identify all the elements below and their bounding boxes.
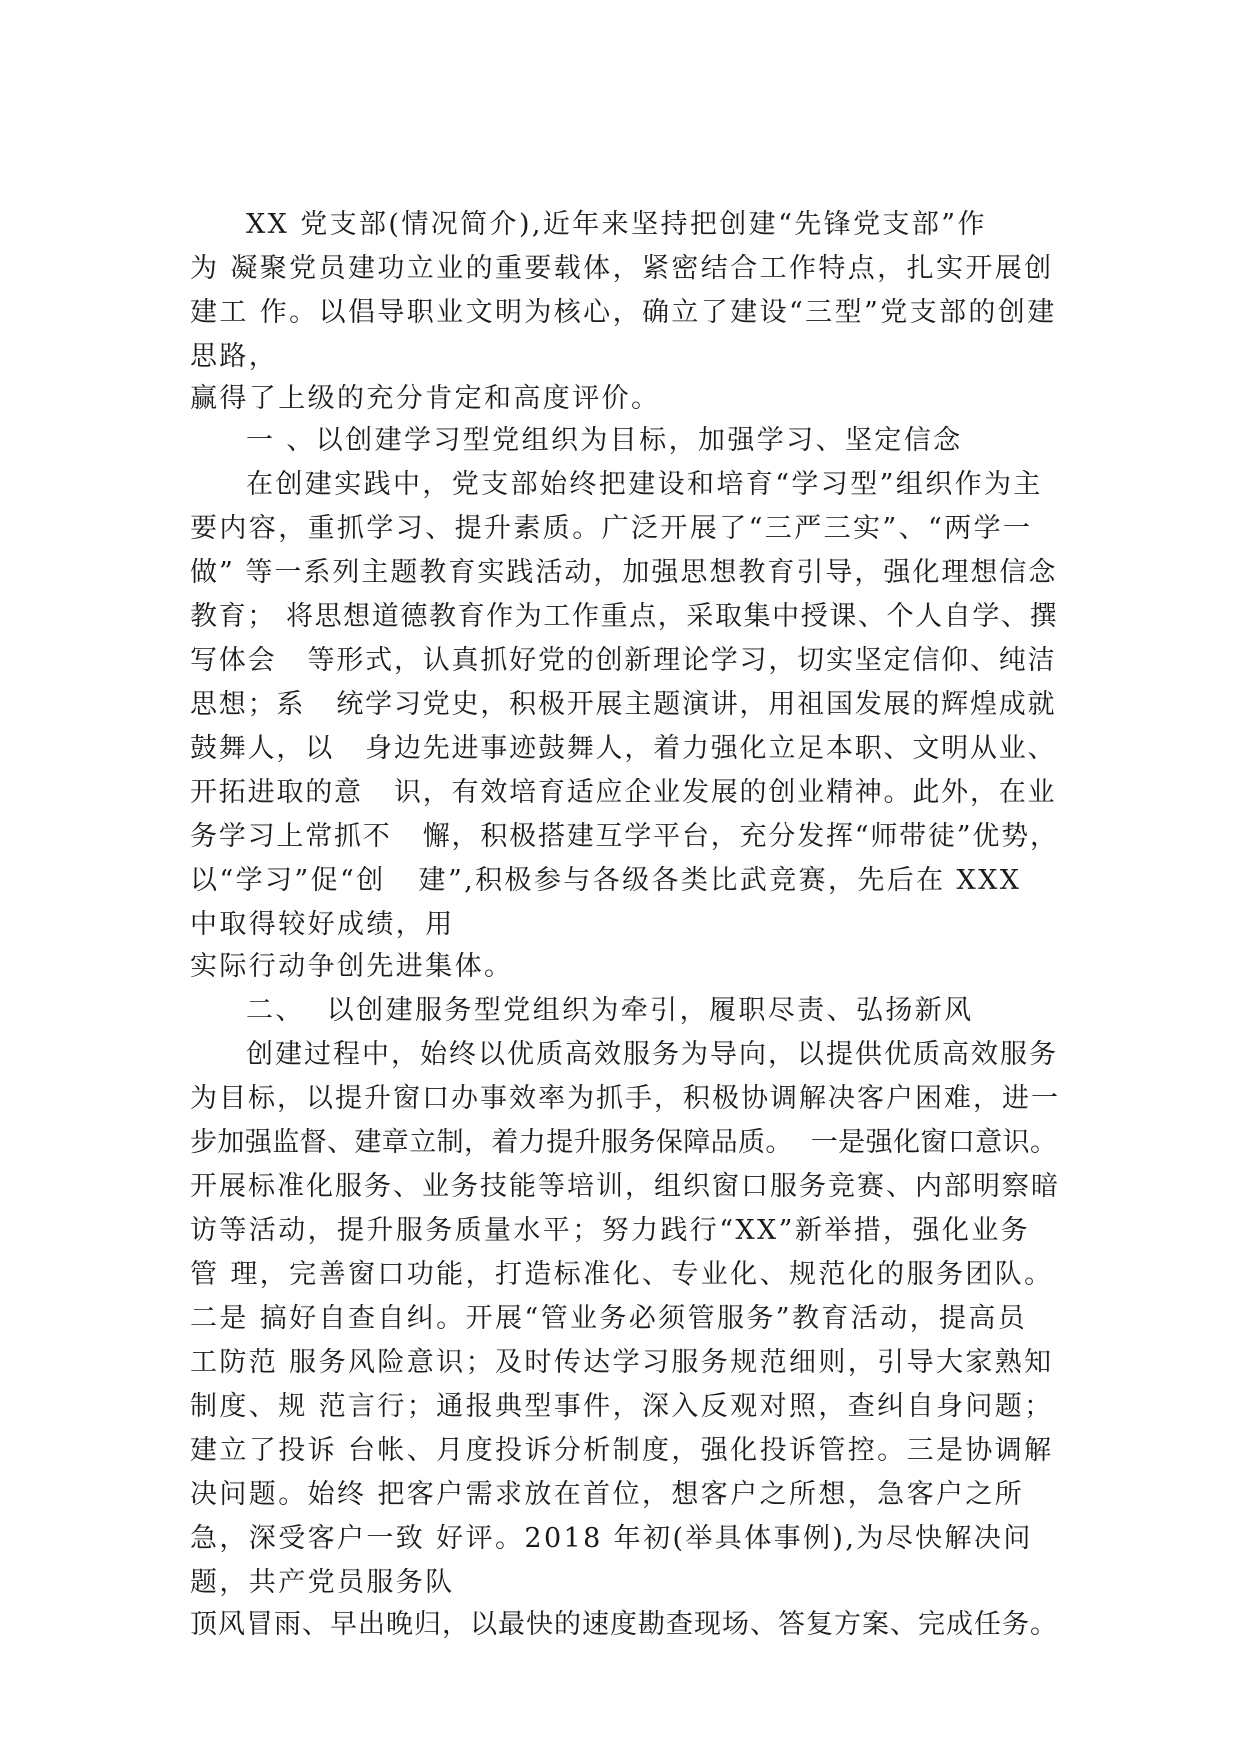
- paragraph-line: 题，共产党员服务队: [190, 1567, 455, 1598]
- paragraph-line: 中取得较好成绩，用: [190, 909, 455, 940]
- section-heading: 二、 以创建服务型党组织为牵引，履职尽责、弘扬新风: [246, 995, 974, 1026]
- paragraph-line: 务学习上常抓不 懈，积极搭建互学平台，充分发挥“师带徒”优势，: [190, 821, 1059, 852]
- paragraph-line: 为 凝聚党员建功立业的重要载体，紧密结合工作特点，扎实开展创: [190, 253, 1054, 284]
- paragraph-line: 建工 作。以倡导职业文明为核心，确立了建设“三型”党支部的创建: [190, 297, 1057, 328]
- paragraph-line: 在创建实践中，党支部始终把建设和培育“学习型”组织作为主: [246, 469, 1043, 500]
- paragraph-line: 做” 等一系列主题教育实践活动，加强思想教育引导，强化理想信念: [190, 557, 1058, 588]
- paragraph-line: 工防范 服务风险意识；及时传达学习服务规范细则，引导大家熟知: [190, 1347, 1054, 1378]
- paragraph-line: 急，深受客户一致 好评。2018 年初(举具体事例),为尽快解决问: [190, 1523, 1033, 1554]
- paragraph-line: 制度、规 范言行；通报典型事件，深入反观对照，查纠自身问题；: [190, 1391, 1054, 1422]
- paragraph-line: 访等活动，提升服务质量水平；努力践行“XX”新举措，强化业务: [190, 1215, 1031, 1246]
- paragraph-line: 为目标，以提升窗口办事效率为抓手，积极协调解决客户困难，进一: [190, 1083, 1060, 1114]
- paragraph-line: 开展标准化服务、业务技能等培训，组织窗口服务竞赛、内部明察暗: [190, 1171, 1060, 1202]
- paragraph-line: 思路，: [190, 341, 279, 372]
- paragraph-line: 管 理，完善窗口功能，打造标准化、专业化、规范化的服务团队。: [190, 1259, 1054, 1290]
- paragraph-line: 开拓进取的意 识，有效培育适应企业发展的创业精神。此外，在业: [190, 777, 1057, 808]
- paragraph-line: 教育； 将思想道德教育作为工作重点，采取集中授课、个人自学、撰: [190, 601, 1059, 632]
- paragraph-line: 二是 搞好自查自纠。开展“管业务必须管服务”教育活动，提高员: [190, 1303, 1028, 1334]
- paragraph-line: XX 党支部(情况简介),近年来坚持把创建“先锋党支部”作: [246, 209, 987, 240]
- paragraph-line: 写体会 等形式，认真抓好党的创新理论学习，切实坚定信仰、纯洁: [190, 645, 1057, 676]
- paragraph-line: 要内容，重抓学习、提升素质。广泛开展了“三严三实”、“两学一: [190, 513, 1033, 544]
- paragraph-line: 创建过程中，始终以优质高效服务为导向，以提供优质高效服务: [246, 1039, 1058, 1070]
- paragraph-line: 鼓舞人，以 身边先进事迹鼓舞人，着力强化立足本职、文明从业、: [190, 733, 1057, 764]
- paragraph-line: 步加强监督、建章立制，着力提升服务保障品质。 一是强化窗口意识。: [190, 1127, 1058, 1158]
- paragraph-line: 顶风冒雨、早出晚归，以最快的速度勘查现场、答复方案、完成任务。: [190, 1609, 1058, 1640]
- section-heading: 一 、以创建学习型党组织为目标，加强学习、坚定信念: [246, 425, 963, 456]
- paragraph-line: 思想；系 统学习党史，积极开展主题演讲，用祖国发展的辉煌成就: [190, 689, 1057, 720]
- paragraph-line: 决问题。始终 把客户需求放在首位，想客户之所想，急客户之所: [190, 1479, 1025, 1510]
- paragraph-line: 赢得了上级的充分肯定和高度评价。: [190, 383, 661, 414]
- paragraph-line: 实际行动争创先进集体。: [190, 951, 514, 982]
- paragraph-line: 以“学习”促“创 建”,积极参与各级各类比武竞赛，先后在 XXX: [190, 865, 1022, 896]
- paragraph-line: 建立了投诉 台帐、月度投诉分析制度，强化投诉管控。三是协调解: [190, 1435, 1054, 1466]
